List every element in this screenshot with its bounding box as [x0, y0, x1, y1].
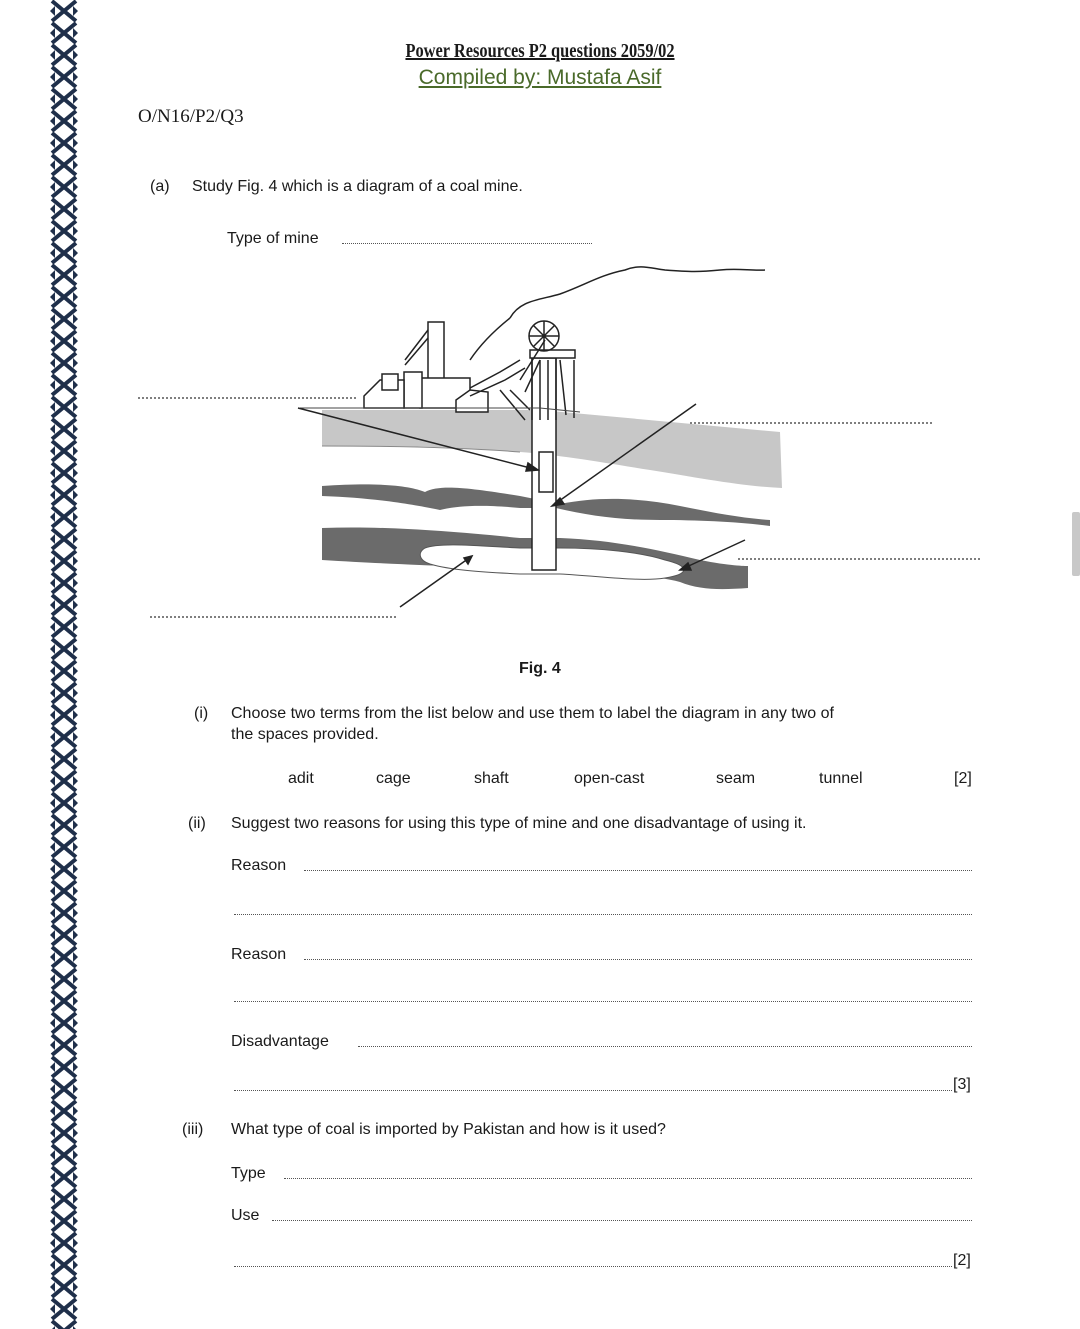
coal-use-answer-line-2[interactable] [234, 1266, 952, 1267]
disadvantage-label: Disadvantage [231, 1033, 329, 1050]
compiler-credit: Compiled by: Mustafa Asif [418, 66, 662, 89]
term-cage: cage [376, 770, 411, 787]
q-i-text-line1: Choose two terms from the list below and use them to label the diagram in any two of [231, 705, 834, 722]
question-reference: O/N16/P2/Q3 [138, 106, 244, 127]
term-tunnel: tunnel [819, 770, 863, 787]
page-title: Power Resources P2 questions 2059/02 [405, 40, 675, 62]
part-a-prompt: Study Fig. 4 which is a diagram of a coal mine. [192, 178, 523, 195]
q-iii-label: (iii) [182, 1121, 204, 1138]
q-i-label: (i) [194, 705, 209, 722]
term-shaft: shaft [474, 770, 509, 787]
reason-2-label: Reason [231, 946, 287, 963]
reason-1-answer-line[interactable] [304, 870, 972, 871]
q-ii-label: (ii) [188, 815, 206, 832]
reason-1-label: Reason [231, 857, 287, 874]
reason-2-answer-line[interactable] [304, 959, 972, 960]
coal-use-answer-line[interactable] [272, 1220, 972, 1221]
disadvantage-answer-line-2[interactable] [234, 1090, 952, 1091]
coal-mine-diagram [0, 0, 1080, 640]
q-iii-text: What type of coal is imported by Pakistan and how is it used? [231, 1121, 666, 1138]
q-i-text-line2: the spaces provided. [231, 726, 379, 743]
hill-outline [510, 267, 765, 318]
term-seam: seam [716, 770, 756, 787]
term-adit: adit [288, 770, 314, 787]
reason-1-answer-line-2[interactable] [234, 914, 972, 915]
q-ii-marks: [3] [953, 1076, 971, 1093]
headframe [520, 321, 575, 420]
q-i-marks: [2] [954, 770, 972, 787]
q-iii-marks: [2] [953, 1252, 971, 1269]
disadvantage-answer-line[interactable] [358, 1046, 972, 1047]
figure-caption: Fig. 4 [519, 660, 561, 677]
type-of-mine-label: Type of mine [227, 230, 319, 247]
term-open-cast: open-cast [574, 770, 645, 787]
q-ii-text: Suggest two reasons for using this type of mine and one disadvantage of using it. [231, 815, 807, 832]
coal-type-answer-line[interactable] [284, 1178, 972, 1179]
coal-type-label: Type [231, 1165, 266, 1182]
cage [539, 452, 553, 492]
reason-2-answer-line-2[interactable] [234, 1001, 972, 1002]
surface-buildings [364, 322, 530, 420]
part-a-label: (a) [150, 178, 170, 195]
coal-use-label: Use [231, 1207, 260, 1224]
